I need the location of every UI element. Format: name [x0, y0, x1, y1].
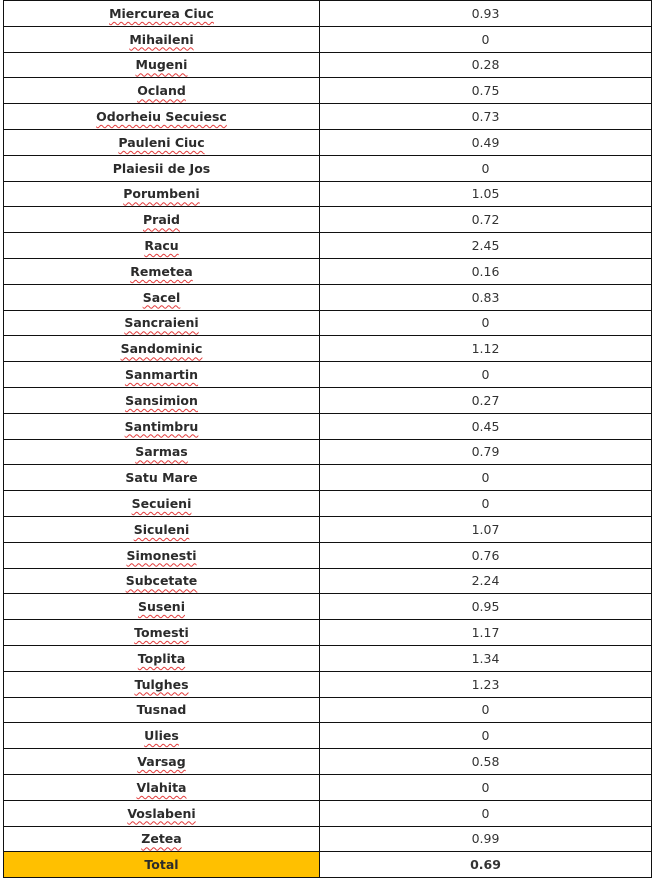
table-row [4, 697, 652, 723]
locality-value: 0 [481, 805, 490, 821]
table-row [4, 181, 652, 207]
locality-value: 2.24 [471, 573, 500, 589]
locality-value: 0.76 [471, 547, 500, 563]
value-cell[interactable] [320, 1, 652, 27]
locality-cell[interactable] [4, 258, 320, 284]
locality-name: Siculeni [133, 521, 190, 537]
data-table-sheet [3, 0, 651, 877]
value-cell[interactable] [320, 129, 652, 155]
locality-cell[interactable] [4, 310, 320, 336]
locality-cell[interactable] [4, 104, 320, 130]
table-row [4, 826, 652, 852]
locality-name: Praid [143, 212, 180, 228]
locality-name: Voslabeni [127, 805, 196, 821]
value-cell[interactable] [320, 826, 652, 852]
locality-name: Sacel [142, 289, 181, 305]
locality-name: Ulies [144, 728, 179, 744]
locality-name: Sancraieni [124, 315, 199, 331]
table-row [4, 129, 652, 155]
table-row [4, 336, 652, 362]
locality-values-table [3, 0, 652, 878]
locality-cell[interactable] [4, 336, 320, 362]
table-row [4, 155, 652, 181]
locality-value: 0.73 [471, 109, 500, 125]
total-row [4, 852, 652, 878]
locality-value: 1.23 [471, 676, 500, 692]
locality-value: 1.34 [471, 650, 500, 666]
value-cell[interactable] [320, 413, 652, 439]
locality-value: 0.95 [471, 599, 500, 615]
locality-cell[interactable] [4, 233, 320, 259]
table-row [4, 1, 652, 27]
value-cell[interactable] [320, 336, 652, 362]
table-row [4, 620, 652, 646]
value-cell[interactable] [320, 52, 652, 78]
locality-cell[interactable] [4, 26, 320, 52]
table-row [4, 516, 652, 542]
table-row [4, 26, 652, 52]
locality-value: 1.17 [471, 625, 500, 641]
locality-name: Porumbeni [123, 186, 200, 202]
locality-name: Secuieni [131, 496, 192, 512]
locality-value: 0 [481, 728, 490, 744]
locality-value: 0 [481, 31, 490, 47]
table-row [4, 491, 652, 517]
locality-cell[interactable] [4, 155, 320, 181]
table-row [4, 362, 652, 388]
table-row [4, 645, 652, 671]
value-cell[interactable] [320, 594, 652, 620]
value-cell[interactable] [320, 800, 652, 826]
locality-value: 0 [481, 160, 490, 176]
locality-cell[interactable] [4, 774, 320, 800]
value-cell[interactable] [320, 749, 652, 775]
value-cell[interactable] [320, 155, 652, 181]
table-row [4, 104, 652, 130]
locality-cell[interactable] [4, 439, 320, 465]
value-cell[interactable] [320, 26, 652, 52]
value-cell[interactable] [320, 697, 652, 723]
table-row [4, 284, 652, 310]
locality-value: 0.16 [471, 263, 500, 279]
locality-cell[interactable] [4, 52, 320, 78]
value-cell[interactable] [320, 439, 652, 465]
locality-name: Ocland [137, 83, 186, 99]
table-row [4, 594, 652, 620]
locality-name: Simonesti [126, 547, 197, 563]
locality-name: Plaiesii de Jos [112, 160, 211, 176]
locality-name: Zetea [141, 831, 182, 847]
locality-cell[interactable] [4, 129, 320, 155]
locality-name: Remetea [130, 263, 193, 279]
table-row [4, 233, 652, 259]
table-row [4, 671, 652, 697]
value-cell[interactable] [320, 620, 652, 646]
locality-cell[interactable] [4, 826, 320, 852]
locality-cell[interactable] [4, 465, 320, 491]
value-cell[interactable] [320, 78, 652, 104]
locality-cell[interactable] [4, 1, 320, 27]
table-row [4, 258, 652, 284]
locality-cell[interactable] [4, 181, 320, 207]
locality-name: Santimbru [124, 418, 199, 434]
table-row [4, 310, 652, 336]
locality-name: Tusnad [136, 702, 187, 718]
locality-cell[interactable] [4, 671, 320, 697]
table-row [4, 387, 652, 413]
locality-value: 0.79 [471, 444, 500, 460]
locality-value: 1.05 [471, 186, 500, 202]
locality-cell[interactable] [4, 697, 320, 723]
value-cell[interactable] [320, 387, 652, 413]
value-cell[interactable] [320, 207, 652, 233]
locality-value: 0.45 [471, 418, 500, 434]
locality-name: Toplita [137, 650, 186, 666]
locality-name: Tomesti [134, 625, 189, 641]
table-row [4, 749, 652, 775]
value-cell[interactable] [320, 645, 652, 671]
locality-name: Subcetate [125, 573, 198, 589]
value-cell[interactable] [320, 362, 652, 388]
locality-name: Vlahita [136, 779, 187, 795]
locality-cell[interactable] [4, 78, 320, 104]
table-row [4, 568, 652, 594]
table-body [4, 1, 652, 878]
locality-name: Mihaileni [129, 31, 194, 47]
locality-name: Sandominic [120, 341, 203, 357]
locality-value: 0 [481, 367, 490, 383]
locality-value: 0 [481, 315, 490, 331]
table-row [4, 52, 652, 78]
locality-name: Sansimion [125, 392, 198, 408]
total-value: 0.69 [470, 857, 501, 873]
locality-value: 0 [481, 702, 490, 718]
table-row [4, 207, 652, 233]
value-cell[interactable] [320, 516, 652, 542]
locality-value: 0.72 [471, 212, 500, 228]
locality-name: Miercurea Ciuc [109, 5, 214, 21]
table-row [4, 465, 652, 491]
locality-cell[interactable] [4, 568, 320, 594]
value-cell[interactable] [320, 258, 652, 284]
locality-name: Sanmartin [124, 367, 199, 383]
locality-cell[interactable] [4, 413, 320, 439]
value-cell[interactable] [320, 310, 652, 336]
locality-name: Satu Mare [125, 470, 198, 486]
value-cell[interactable] [320, 284, 652, 310]
locality-cell[interactable] [4, 491, 320, 517]
locality-value: 0.75 [471, 83, 500, 99]
locality-name: Tulghes [134, 676, 189, 692]
locality-name: Pauleni Ciuc [118, 134, 205, 150]
locality-cell[interactable] [4, 749, 320, 775]
locality-value: 0.83 [471, 289, 500, 305]
locality-name: Mugeni [135, 57, 188, 73]
locality-cell[interactable] [4, 800, 320, 826]
total-label: Total [144, 857, 179, 873]
value-cell[interactable] [320, 233, 652, 259]
locality-name: Odorheiu Secuiesc [96, 109, 227, 125]
locality-value: 0.58 [471, 754, 500, 769]
value-cell[interactable] [320, 491, 652, 517]
value-cell[interactable] [320, 181, 652, 207]
table-row [4, 723, 652, 749]
value-cell[interactable] [320, 542, 652, 568]
locality-name: Sarmas [135, 444, 188, 460]
locality-value: 0 [481, 496, 490, 512]
locality-value: 0.93 [471, 5, 500, 21]
table-row [4, 439, 652, 465]
locality-name: Racu [144, 238, 179, 254]
locality-value: 0.28 [471, 57, 500, 73]
table-row [4, 413, 652, 439]
locality-value: 0.99 [471, 831, 500, 847]
locality-cell[interactable] [4, 542, 320, 568]
locality-cell[interactable] [4, 284, 320, 310]
table-row [4, 800, 652, 826]
locality-cell[interactable] [4, 723, 320, 749]
locality-cell[interactable] [4, 645, 320, 671]
locality-name: Varsag [137, 754, 186, 769]
value-cell[interactable] [320, 671, 652, 697]
total-label-cell[interactable] [4, 852, 320, 878]
locality-cell[interactable] [4, 207, 320, 233]
locality-cell[interactable] [4, 516, 320, 542]
value-cell[interactable] [320, 774, 652, 800]
total-value-cell[interactable] [320, 852, 652, 878]
table-row [4, 78, 652, 104]
locality-cell[interactable] [4, 362, 320, 388]
value-cell[interactable] [320, 568, 652, 594]
locality-name: Suseni [137, 599, 185, 615]
locality-value: 0 [481, 779, 490, 795]
value-cell[interactable] [320, 465, 652, 491]
value-cell[interactable] [320, 104, 652, 130]
locality-value: 1.07 [471, 521, 500, 537]
locality-value: 0.49 [471, 134, 500, 150]
locality-cell[interactable] [4, 387, 320, 413]
table-row [4, 774, 652, 800]
locality-value: 0 [481, 470, 490, 486]
locality-value: 0.27 [471, 392, 500, 408]
locality-value: 1.12 [471, 341, 500, 357]
locality-cell[interactable] [4, 594, 320, 620]
value-cell[interactable] [320, 723, 652, 749]
locality-value: 2.45 [471, 238, 500, 254]
locality-cell[interactable] [4, 620, 320, 646]
table-row [4, 542, 652, 568]
